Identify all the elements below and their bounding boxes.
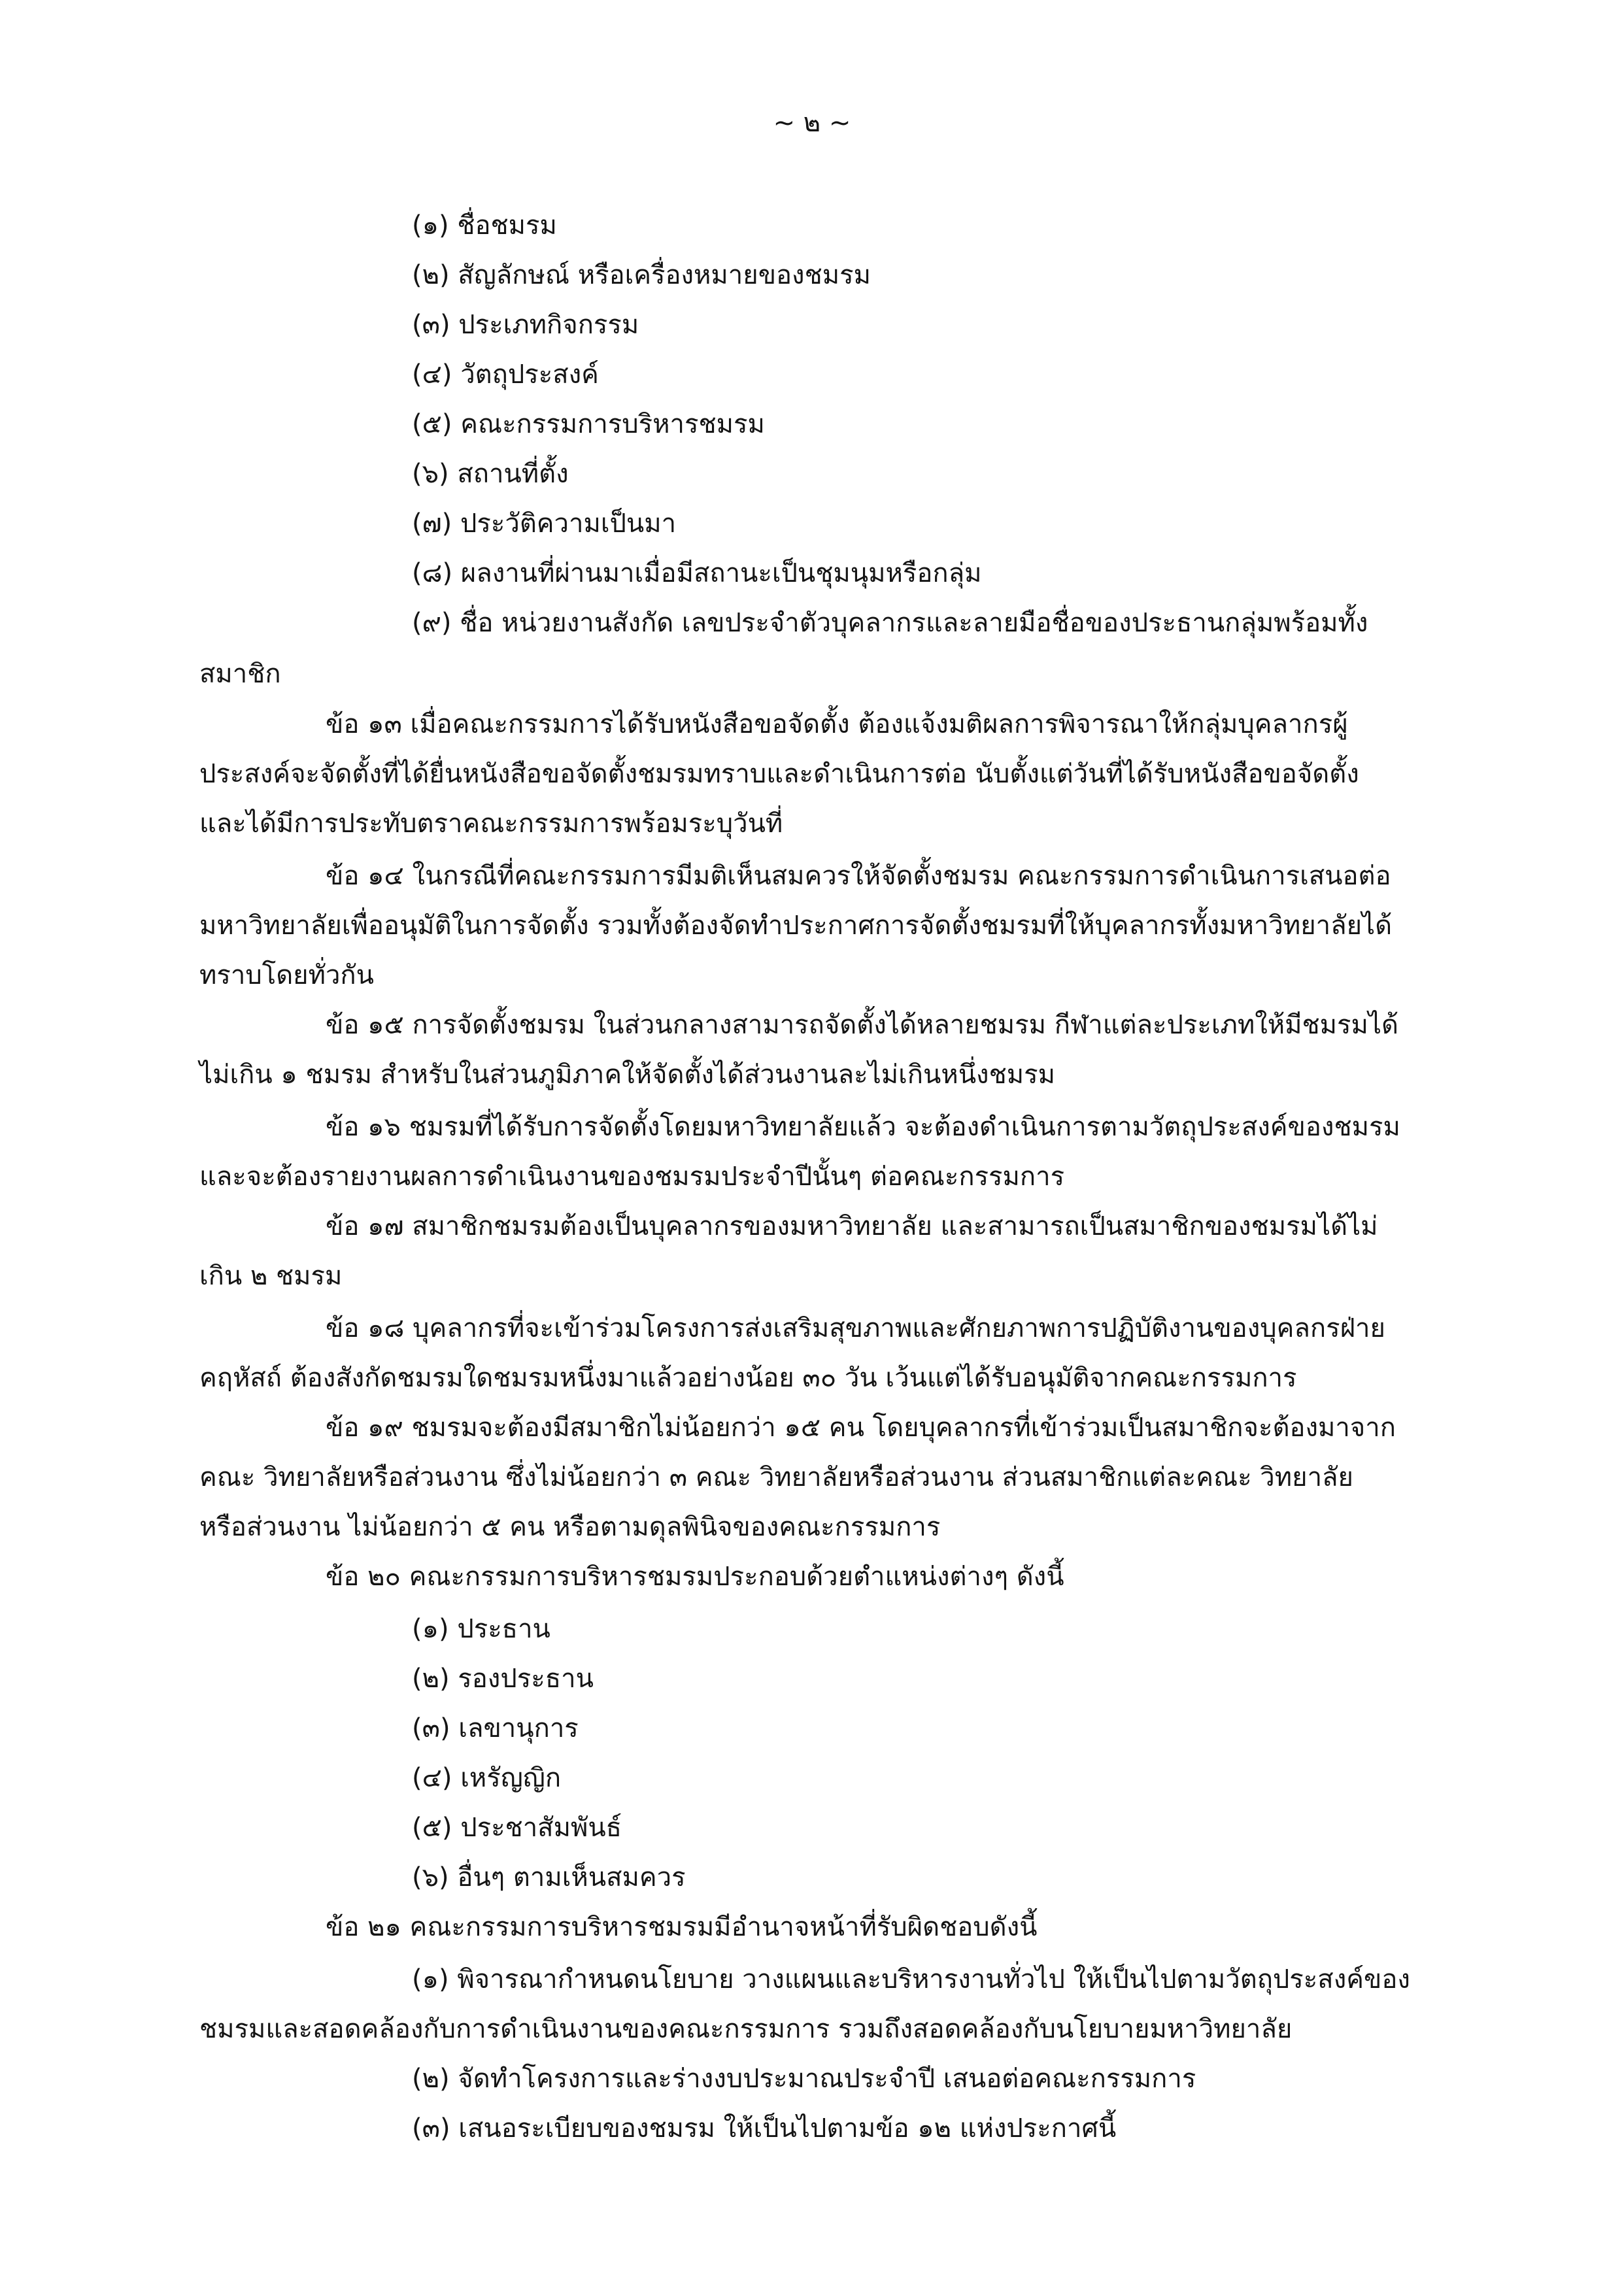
- paragraph-line: สมาชิก: [199, 659, 281, 689]
- list-item-objective: (๔) วัตถุประสงค์: [412, 360, 599, 390]
- paragraph-line: ชมรมและสอดคล้องกับการดำเนินงานของคณะกรรมการ รวมถึงสอดคล้องกับนโยบายมหาวิทยาลัย: [199, 2014, 1293, 2044]
- list-item-secretary: (๓) เลขานุการ: [412, 1713, 579, 1743]
- page-number: ~ ๒ ~: [773, 108, 851, 138]
- paragraph-line: ประสงค์จะจัดตั้งที่ได้ยื่นหนังสือขอจัดตั้งชมรมทราบและดำเนินการต่อ นับตั้งแต่วันที่ได้รับหนังสือขอจัดตั้ง: [199, 759, 1359, 789]
- list-item-president: (๑) ประธาน: [412, 1614, 550, 1644]
- list-item-history: (๗) ประวัติความเป็นมา: [412, 509, 677, 539]
- list-item-budget: (๒) จัดทำโครงการและร่างงบประมาณประจำปี เสนอต่อคณะกรรมการ: [412, 2064, 1196, 2094]
- paragraph-line: และได้มีการประทับตราคณะกรรมการพร้อมระบุวันที่: [199, 809, 783, 839]
- paragraph-line: ทราบโดยทั่วกัน: [199, 960, 374, 990]
- list-item-club-symbol: (๒) สัญลักษณ์ หรือเครื่องหมายของชมรม: [412, 260, 871, 290]
- list-item-leader-info: (๙) ชื่อ หน่วยงานสังกัด เลขประจำตัวบุคลากรและลายมือชื่อของประธานกลุ่มพร้อมทั้ง: [412, 608, 1368, 638]
- clause-15: ข้อ ๑๕ การจัดตั้งชมรม ในส่วนกลางสามารถจัดตั้งได้หลายชมรม กีฬาแต่ละประเภทให้มีชมรมได้: [326, 1010, 1398, 1040]
- paragraph-line: มหาวิทยาลัยเพื่ออนุมัติในการจัดตั้ง รวมทั้งต้องจัดทำประกาศการจัดตั้งชมรมที่ให้บุคลากรทั้งมหาวิทยาลัยได้: [199, 911, 1393, 941]
- list-item-policy: (๑) พิจารณากำหนดนโยบาย วางแผนและบริหารงานทั่วไป ให้เป็นไปตามวัตถุประสงค์ของ: [412, 1964, 1410, 1994]
- clause-17: ข้อ ๑๗ สมาชิกชมรมต้องเป็นบุคลากรของมหาวิทยาลัย และสามารถเป็นสมาชิกของชมรมได้ไม่: [326, 1211, 1378, 1241]
- paragraph-line: และจะต้องรายงานผลการดำเนินงานของชมรมประจำปีนั้นๆ ต่อคณะกรรมการ: [199, 1162, 1065, 1192]
- paragraph-line: คฤหัสถ์ ต้องสังกัดชมรมใดชมรมหนึ่งมาแล้วอย่างน้อย ๓๐ วัน เว้นแต่ได้รับอนุมัติจากคณะกรรมการ: [199, 1363, 1297, 1393]
- list-item-vice-president: (๒) รองประธาน: [412, 1664, 594, 1694]
- paragraph-line: คณะ วิทยาลัยหรือส่วนงาน ซึ่งไม่น้อยกว่า ๓ คณะ วิทยาลัยหรือส่วนงาน ส่วนสมาชิกแต่ละคณะ วิทยาลัย: [199, 1462, 1353, 1492]
- list-item-regulations: (๓) เสนอระเบียบของชมรม ให้เป็นไปตามข้อ ๑๒ แห่งประกาศนี้: [412, 2113, 1117, 2144]
- clause-16: ข้อ ๑๖ ชมรมที่ได้รับการจัดตั้งโดยมหาวิทยาลัยแล้ว จะต้องดำเนินการตามวัตถุประสงค์ของชมรม: [326, 1112, 1400, 1142]
- list-item-club-name: (๑) ชื่อชมรม: [412, 210, 557, 241]
- clause-20: ข้อ ๒๐ คณะกรรมการบริหารชมรมประกอบด้วยตำแหน่งต่างๆ ดังนี้: [326, 1562, 1064, 1592]
- list-item-committee: (๕) คณะกรรมการบริหารชมรม: [412, 409, 765, 439]
- clause-21: ข้อ ๒๑ คณะกรรมการบริหารชมรมมีอำนาจหน้าที่รับผิดชอบดังนี้: [326, 1912, 1038, 1942]
- clause-14: ข้อ ๑๔ ในกรณีที่คณะกรรมการมีมติเห็นสมควรให้จัดตั้งชมรม คณะกรรมการดำเนินการเสนอต่อ: [326, 861, 1391, 891]
- list-item-past-work: (๘) ผลงานที่ผ่านมาเมื่อมีสถานะเป็นชุมนุมหรือกลุ่ม: [412, 558, 982, 588]
- list-item-treasurer: (๔) เหรัญญิก: [412, 1763, 562, 1793]
- paragraph-line: เกิน ๒ ชมรม: [199, 1261, 343, 1291]
- paragraph-line: ไม่เกิน ๑ ชมรม สำหรับในส่วนภูมิภาคให้จัดตั้งได้ส่วนงานละไม่เกินหนึ่งชมรม: [199, 1060, 1055, 1090]
- list-item-location: (๖) สถานที่ตั้ง: [412, 459, 569, 489]
- clause-18: ข้อ ๑๘ บุคลากรที่จะเข้าร่วมโครงการส่งเสริมสุขภาพและศักยภาพการปฏิบัติงานของบุคลกรฝ่าย: [326, 1313, 1385, 1343]
- list-item-others: (๖) อื่นๆ ตามเห็นสมควร: [412, 1862, 686, 1893]
- list-item-activity-type: (๓) ประเภทกิจกรรม: [412, 310, 639, 340]
- list-item-public-relations: (๕) ประชาสัมพันธ์: [412, 1813, 622, 1843]
- paragraph-line: หรือส่วนงาน ไม่น้อยกว่า ๕ คน หรือตามดุลพินิจของคณะกรรมการ: [199, 1512, 941, 1542]
- clause-13: ข้อ ๑๓ เมื่อคณะกรรมการได้รับหนังสือขอจัดตั้ง ต้องแจ้งมติผลการพิจารณาให้กลุ่มบุคลากรผู้: [326, 709, 1348, 739]
- clause-19: ข้อ ๑๙ ชมรมจะต้องมีสมาชิกไม่น้อยกว่า ๑๕ คน โดยบุคลากรที่เข้าร่วมเป็นสมาชิกจะต้องมาจาก: [326, 1413, 1396, 1443]
